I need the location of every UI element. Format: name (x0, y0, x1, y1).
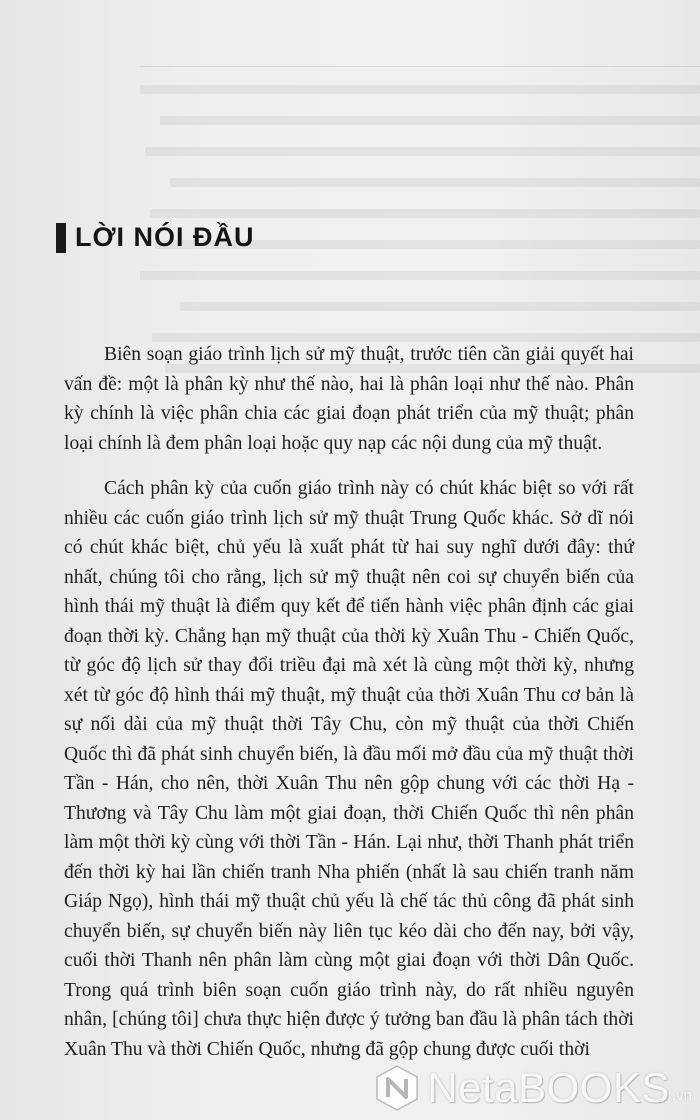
watermark-suffix: .vn (671, 1087, 692, 1104)
heading-title: LỜI NÓI ĐẦU (75, 222, 255, 252)
body-text (64, 340, 634, 1080)
paragraph-2: Cách phân kỳ của cuốn giáo trình này có chút khác biệt so với rất nhiều các cuốn giáo trình lịch sử mỹ thuật Trung Quốc khác. Sở dĩ nói có chút khác biệt, chủ yếu là xuất phát từ hai suy nghĩ dưới đây: thứ nhất, chúng tôi cho rằng, lịch sử mỹ thuật nên coi sự chuyển biến của hình thái mỹ thuật là điểm quy kết để tiến hành việc phân định các giai đoạn thời kỳ. Chẳng hạn mỹ thuật của thời kỳ Xuân Thu - Chiến Quốc, từ góc độ lịch sử thay đổi triều đại mà xét là cùng một thời kỳ, nhưng xét từ góc độ hình thái mỹ thuật, mỹ thuật của thời Xuân Thu cơ bản là sự nối dài của mỹ thuật thời Tây Chu, còn mỹ thuật của thời Chiến Quốc thì đã phát sinh chuyển biến, là đầu mối mở đầu của mỹ thuật thời Tần - Hán, cho nên, thời Xuân Thu nên gộp chung với các thời Hạ - Thương và Tây Chu làm một giai đoạn, thời Chiến Quốc thì nên phân làm một thời kỳ cùng với thời Tần - Hán. Lại như, thời Thanh phát triển đến thời kỳ hai lần chiến tranh Nha phiến (nhất là sau chiến tranh năm Giáp Ngọ), hình thái mỹ thuật chủ yếu là chế tác thủ công đã phát sinh chuyển biến, sự chuyển biến này liên tục kéo dài cho đến nay, bởi vậy, cuối thời Thanh nên phân làm cùng một giai đoạn với thời Dân Quốc. Trong quá trình biên soạn cuốn giáo trình này, do rất nhiều nguyên nhân, [chúng tôi] chưa thực hiện được ý tưởng ban đầu là phân tách thời Xuân Thu và thời Chiến Quốc, nhưng đã gộp chung được cuối thời (64, 478, 634, 1060)
heading-bar-marker (56, 223, 66, 253)
netabooks-logo-icon (373, 1064, 421, 1112)
watermark-brand: NetaBOOKS (427, 1064, 670, 1111)
watermark (373, 1064, 692, 1112)
paragraph-1: Biên soạn giáo trình lịch sử mỹ thuật, trước tiên cần giải quyết hai vấn đề: một là phân kỳ như thế nào, hai là phân loại như thế nào. Phân kỳ chính là việc phân chia các giai đoạn phát triển của mỹ thuật; phân loại chính là đem phân loại hoặc quy nạp các nội dung của mỹ thuật. (64, 344, 634, 454)
bleed-through-header (140, 60, 700, 67)
section-heading (56, 222, 255, 253)
